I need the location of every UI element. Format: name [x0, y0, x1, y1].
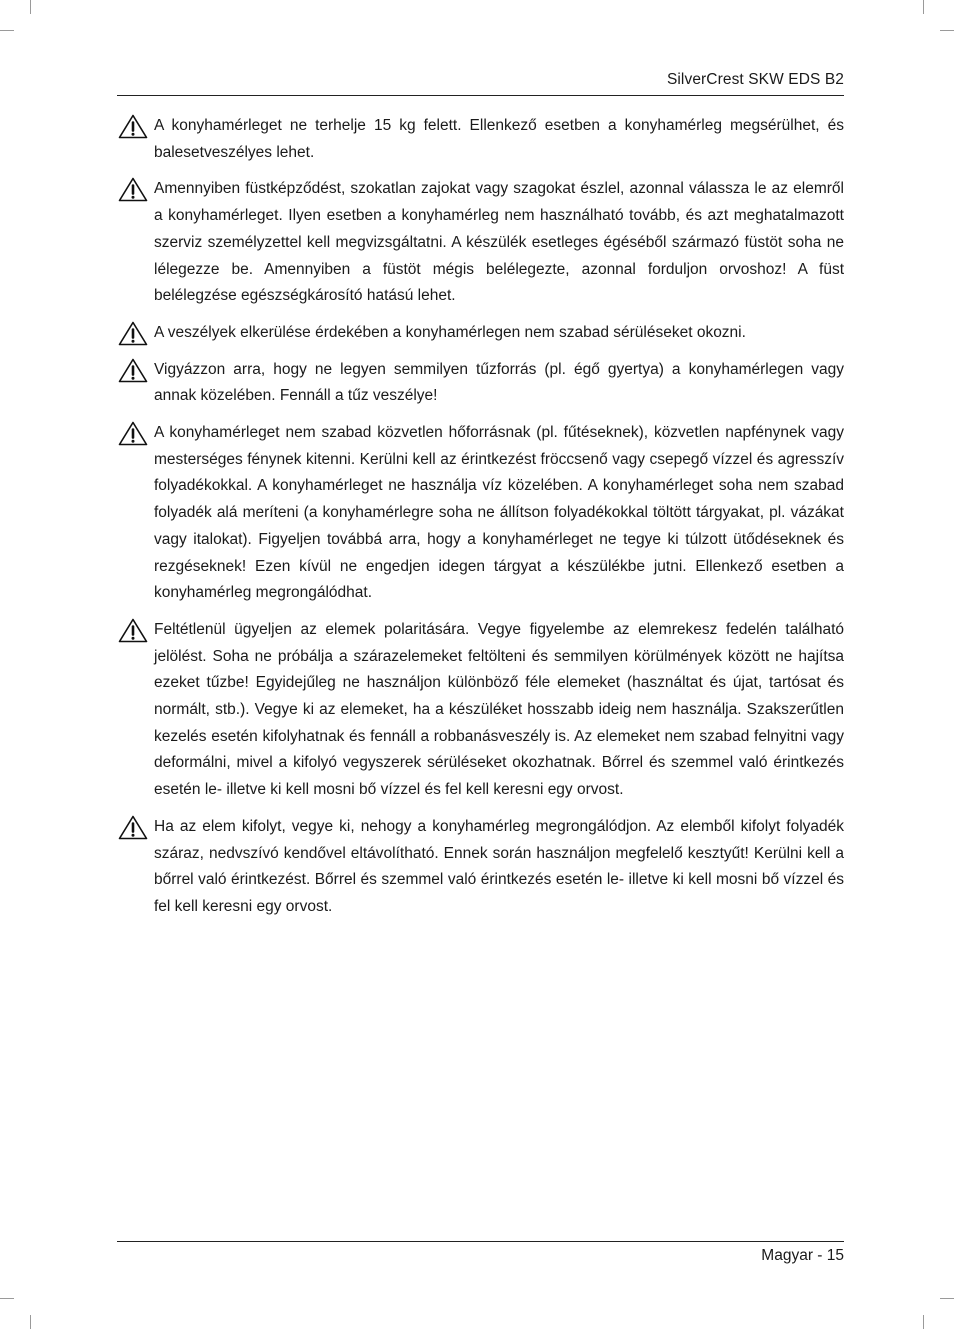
- warning-text: A konyhamérleget ne terhelje 15 kg felett. Ellenkező esetben a konyhamérleg megsérülhet, és balesetveszélyes lehet.: [154, 117, 844, 161]
- crop-mark: [30, 0, 31, 14]
- warning-triangle-icon: [118, 321, 150, 347]
- page-footer-label: Magyar - 15: [761, 1247, 844, 1264]
- warning-triangle-icon: [118, 177, 150, 203]
- warning-paragraph: [117, 113, 844, 166]
- warning-text: Feltétlenül ügyeljen az elemek polaritására. Vegye figyelembe az elemrekesz fedelén található jelölést. Soha ne próbálja a szárazelemeket feltölteni és semmilyen körülmények között ne hajítsa ezeket tűzbe! Egyidejűleg ne használjon különböző féle elemeket (használtat és újat, tartósat és normált, stb.). Vegye ki az elemeket, ha a készüléket hosszabb ideig nem használja. Szakszerűtlen kezelés esetén kifolyhatnak és fennáll a robbanásveszély is. Az elemeket nem szabad felnyitni vagy deformálni, mivel a kifolyó vegyszerek sérüléseket okozhatnak. Bőrrel és szemmel való érintkezés esetén le- illetve ki kell mosni bő vízzel és fel kell keresni egy orvost.: [154, 620, 844, 799]
- warning-paragraph: [117, 814, 844, 921]
- warning-text: Ha az elem kifolyt, vegye ki, nehogy a konyhamérleg megrongálódjon. Az elemből kifolyt folyadék száraz, nedvszívó kendővel eltávolítható. Ennek során használjon megfelelő kesztyűt! Kerülni kell a bőrrel való érintkezést. Bőrrel és szemmel való érintkezés esetén le- illetve ki kell mosni bő vízzel és fel kell keresni egy orvost.: [154, 817, 844, 915]
- header-rule: [117, 95, 844, 96]
- warning-text: A veszélyek elkerülése érdekében a konyhamérlegen nem szabad sérüléseket okozni.: [154, 323, 746, 341]
- warning-paragraph: [117, 420, 844, 607]
- warning-paragraph: [117, 357, 844, 410]
- safety-warnings-list: [117, 113, 844, 931]
- document-header-title: SilverCrest SKW EDS B2: [666, 71, 844, 88]
- warning-text: A konyhamérleget nem szabad közvetlen hőforrásnak (pl. fűtéseknek), közvetlen napfénynek vagy mesterséges fénynek kitenni. Kerülni kell az érintkezést fröccsenő vagy csepegő vízzel és agresszív folyadékokkal. A konyhamérleget ne használja víz közelében. A konyhamérleget soha nem szabad folyadék alá meríteni (a konyhamérlegre soha ne állítson folyadékokkal töltött tárgyakat, pl. vázákat vagy italokat). Figyeljen továbbá arra, hogy a konyhamérleget ne tegye ki túlzott ütődéseknek és rezgéseknek! Ezen kívül ne engedjen idegen tárgyat a készülékbe jutni. Ellenkező esetben a konyhamérleg megrongálódhat.: [154, 424, 844, 602]
- crop-mark: [940, 30, 954, 31]
- warning-triangle-icon: [118, 421, 150, 447]
- warning-triangle-icon: [118, 618, 150, 644]
- warning-text: Amennyiben füstképződést, szokatlan zajokat vagy szagokat észlel, azonnal válassza le az elemről a konyhamérleget. Ilyen esetben a konyhamérleg nem használható tovább, és azt meghatalmazott szerviz személyzettel kell megvizsgáltatni. A készülék esetleges égéséből származó füstöt soha ne lélegezze be. Amennyiben a füstöt mégis belélegezte, azonnal forduljon orvoshoz! A füst belélegzése egészségkárosító hatású lehet.: [154, 180, 844, 305]
- warning-triangle-icon: [118, 114, 150, 140]
- crop-mark: [0, 30, 14, 31]
- crop-mark: [923, 1315, 924, 1329]
- warning-text: Vigyázzon arra, hogy ne legyen semmilyen tűzforrás (pl. égő gyertya) a konyhamérlegen vagy annak közelében. Fennáll a tűz veszélye!: [154, 360, 844, 405]
- warning-paragraph: [117, 176, 844, 310]
- crop-mark: [0, 1298, 14, 1299]
- warning-paragraph: [117, 320, 844, 347]
- warning-paragraph: [117, 617, 844, 804]
- crop-mark: [30, 1315, 31, 1329]
- warning-triangle-icon: [118, 815, 150, 841]
- footer-rule: [117, 1241, 844, 1242]
- crop-mark: [940, 1298, 954, 1299]
- warning-triangle-icon: [118, 358, 150, 384]
- crop-mark: [923, 0, 924, 14]
